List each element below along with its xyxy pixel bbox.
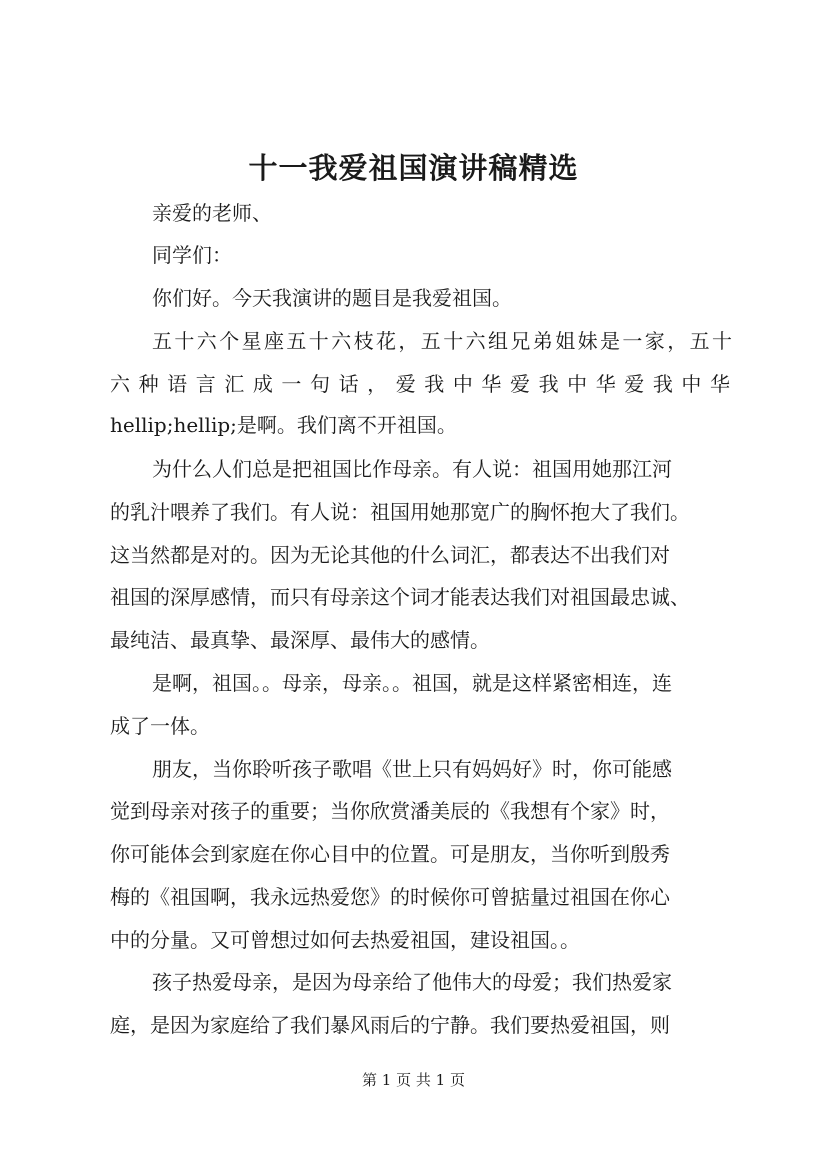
paragraph-line: 的乳汁喂养了我们。有人说：祖国用她那宽广的胸怀抱大了我们。	[110, 500, 690, 524]
paragraph-line: 觉到母亲对孩子的重要；当你欣赏潘美辰的《我想有个家》时，	[110, 799, 670, 823]
paragraph-line: 为什么人们总是把祖国比作母亲。有人说：祖国用她那江河	[152, 457, 672, 481]
paragraph-line: 朋友，当你聆听孩子歌唱《世上只有妈妈好》时，你可能感	[152, 757, 672, 781]
paragraph-line: 这当然都是对的。因为无论其他的什么词汇，都表达不出我们对	[110, 543, 670, 567]
paragraph-line: 祖国的深厚感情，而只有母亲这个词才能表达我们对祖国最忠诚、	[110, 585, 690, 609]
paragraph-line: 你们好。今天我演讲的题目是我爱祖国。	[152, 286, 512, 310]
paragraph-line: 孩子热爱母亲，是因为母亲给了他伟大的母爱；我们热爱家	[152, 970, 672, 994]
paragraph-line: 最纯洁、最真挚、最深厚、最伟大的感情。	[110, 628, 490, 652]
paragraph-line: 六种语言汇成一句话，爱我中华爱我中华爱我中华	[110, 372, 730, 396]
paragraph-line: 庭，是因为家庭给了我们暴风雨后的宁静。我们要热爱祖国，则	[110, 1013, 670, 1037]
paragraph-line: 梅的《祖国啊，我永远热爱您》的时候你可曾掂量过祖国在你心	[110, 885, 670, 909]
paragraph-line: 是啊，祖国。。母亲，母亲。。祖国，就是这样紧密相连，连	[152, 671, 672, 695]
page-footer: 第 1 页 共 1 页	[362, 1071, 465, 1089]
paragraph-line: 你可能体会到家庭在你心目中的位置。可是朋友，当你听到殷秀	[110, 842, 670, 866]
paragraph-line: hellip;hellip;是啊。我们离不开祖国。	[110, 413, 457, 437]
document-title: 十一我爱祖国演讲稿精选	[248, 151, 579, 185]
paragraph-line: 五十六个星座五十六枝花，五十六组兄弟姐妹是一家，五十	[152, 329, 732, 353]
salutation-line-1: 亲爱的老师、	[152, 201, 272, 225]
paragraph-line: 成了一体。	[110, 714, 210, 738]
salutation-line-2: 同学们：	[152, 243, 232, 267]
paragraph-line: 中的分量。又可曾想过如何去热爱祖国，建设祖国。。	[110, 928, 580, 952]
